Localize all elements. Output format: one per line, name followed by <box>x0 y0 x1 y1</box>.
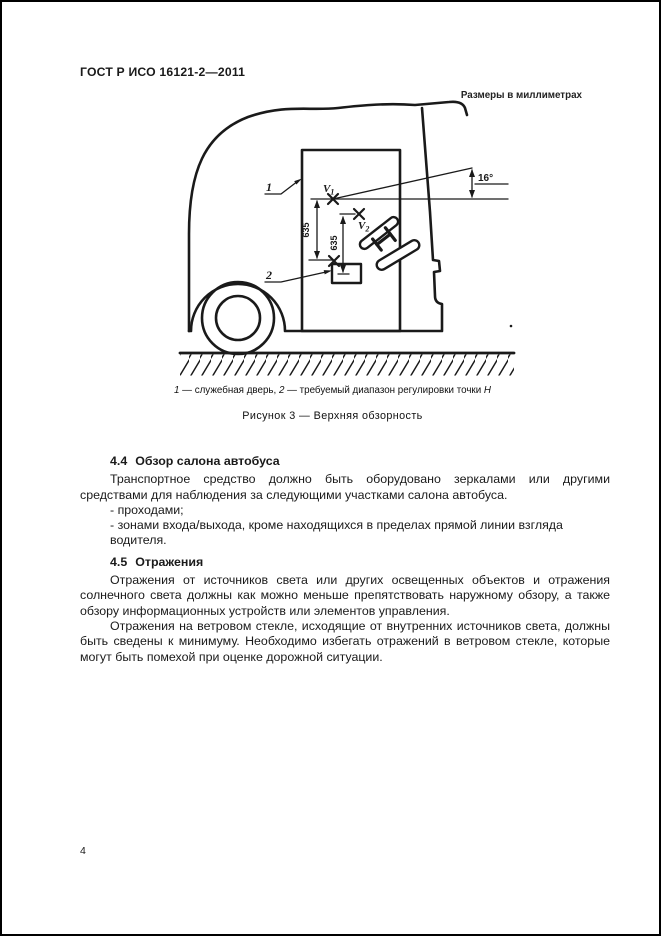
legend-item1-text: — служебная дверь, <box>179 385 279 396</box>
legend-h-point: Н <box>483 385 491 396</box>
section-4-4-heading <box>80 454 610 469</box>
section-4-4-number: 4.4 <box>110 454 128 468</box>
callout-1-label: 1 <box>266 180 272 194</box>
section-4-5-paragraph-1: Отражения от источников света или других освещенных объектов и отражения солнечного света должны как можно меньше препятствовать наружному обзору, а также обзору информационных устройств или элементов управления. <box>80 573 610 618</box>
ground-hatch <box>180 355 514 376</box>
section-4-5-title: Отражения <box>135 554 204 569</box>
angle-value-label: 16° <box>478 173 494 184</box>
dimension-left-value: 635 <box>301 222 311 238</box>
dimension-left-arrow-up <box>314 200 320 208</box>
dimension-right-value: 635 <box>329 235 339 251</box>
section-4-5-paragraph-2: Отражения на ветровом стекле, исходящие от внутренних источников света, должны быть сведены к минимуму. Необходимо избегать отражений в ветровом стекле, которые могут быть помехой при оценке дорожной ситуации. <box>80 618 610 664</box>
scan-dot <box>510 325 513 328</box>
callout-2-leader <box>265 272 326 282</box>
document-header: ГОСТ Р ИСО 16121-2—2011 <box>80 65 246 79</box>
angle-arrow-down <box>469 190 475 198</box>
legend-item2-text: — требуемый диапазон регулировки точки <box>284 385 484 396</box>
upper-sight-line <box>333 168 472 199</box>
dimension-right-arrow-down <box>340 265 346 273</box>
v1-label: $V_1$ <box>323 183 335 197</box>
page-number: 4 <box>80 845 86 857</box>
front-wheel-rim <box>216 296 260 340</box>
legend-item2-number: 2 <box>278 385 285 396</box>
units-note: Размеры в миллиметрах <box>460 90 582 101</box>
front-wheel-tire <box>202 282 274 354</box>
dimension-left-arrow-down <box>314 251 320 259</box>
callout-2-arrow <box>324 270 332 274</box>
section-4-5-heading <box>80 555 610 570</box>
section-4-4-paragraph-1: Транспортное средство должно быть оборудовано зеркалами или другими средствами для наблюдения за следующими участками салона автобуса. <box>80 472 610 502</box>
section-4-4-list-item-2: - зонами входа/выхода, кроме находящихся в пределах прямой линии взгляда водителя. <box>110 518 563 548</box>
figure-legend <box>2 385 661 396</box>
callout-2-label: 2 <box>266 268 272 282</box>
legend-item1-number: 1 <box>174 385 180 396</box>
section-4-5-number: 4.5 <box>110 554 128 569</box>
angle-arrow-up <box>469 169 475 177</box>
section-4-4-list-item-1: - проходами; <box>110 502 184 517</box>
steering-wheel-position-2 <box>375 238 421 271</box>
document-body <box>80 448 610 665</box>
section-4-4-title: Обзор салона автобуса <box>135 454 280 468</box>
dimension-right-arrow-up <box>340 216 346 224</box>
v2-label: $V_2$ <box>358 220 370 234</box>
figure-title: Рисунок 3 — Верхняя обзорность <box>242 410 423 422</box>
figure-3-drawing <box>2 2 661 382</box>
